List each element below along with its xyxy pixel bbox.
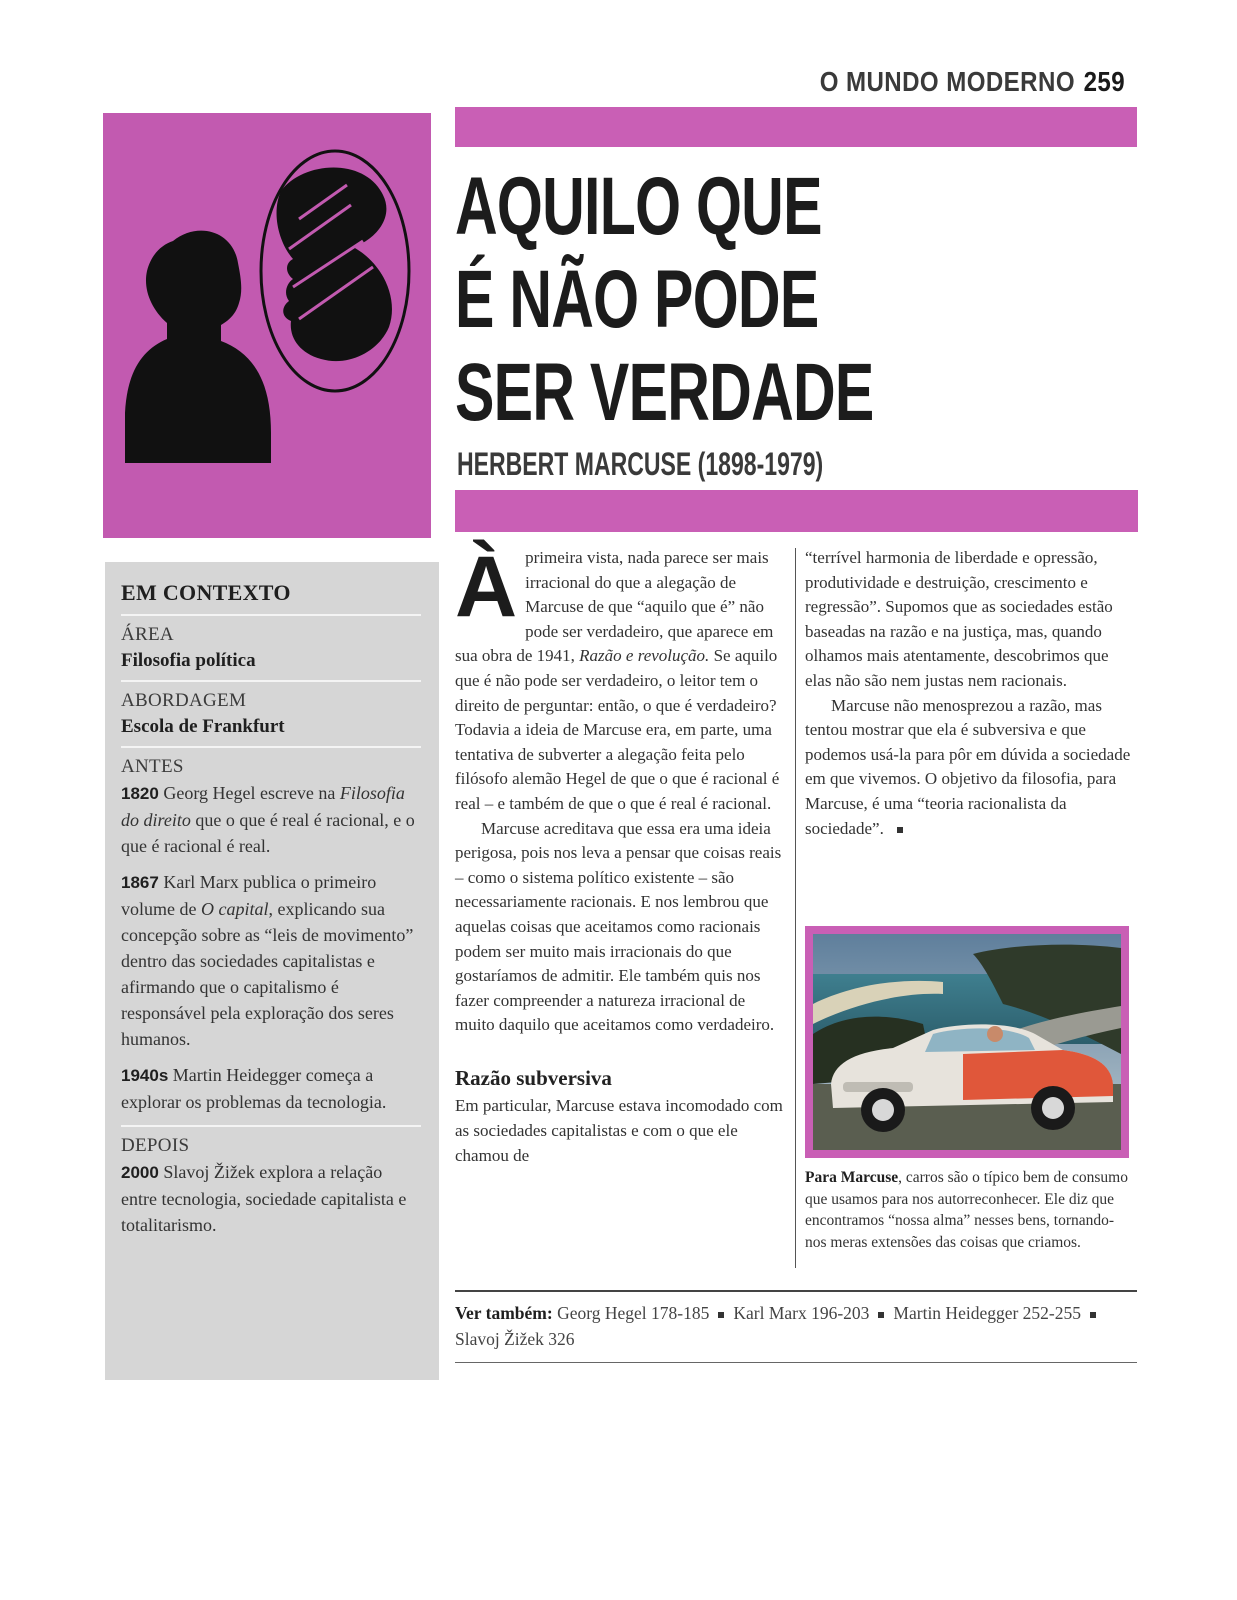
caption-lead: Para Marcuse [805,1169,899,1186]
author-byline: HERBERT MARCUSE (1898-1979) [457,446,824,482]
timeline-entry [121,1062,421,1115]
entry-text: Slavoj Žižek explora a relação entre tecnologia, sociedade capitalista e totalitarismo. [121,1162,407,1235]
separator-icon [718,1312,724,1318]
body-column-1 [455,539,785,1168]
headline-line-2: É NÃO PODE [455,254,819,345]
paragraph [455,539,785,817]
entry-text: Martin Heidegger começa a explorar os problemas da tecnologia. [121,1065,387,1112]
book-title: Razão e revolução. [579,646,710,666]
drop-cap: À [455,539,518,635]
paragraph: Em particular, Marcuse estava incomodado com as sociedades capitalistas e com o que ele chamou de [455,1096,783,1165]
approach-label: ABORDAGEM [121,690,247,711]
divider [121,1125,421,1127]
area-value: Filosofia política [121,650,256,671]
entry-title: O capital [200,899,269,919]
divider [121,680,421,682]
paragraph [805,694,1135,842]
person-thought-icon [103,113,431,538]
approach-value: Escola de Frankfurt [121,716,285,737]
after-label: DEPOIS [121,1135,190,1156]
see-also-ref: Slavoj Žižek 326 [455,1329,575,1349]
paragraph: Marcuse acreditava que essa era uma ideia perigosa, pois nos leva a pensar que coisas reais – como o sistema político existente – são necessariamente racionais. E nos lembrou que aquelas coisas que aceitamos como racionais podem ser muito mais irracionais do que gostaríamos de admitir. Ele também quis nos fazer compreender a natureza irracional de muito daquilo que aceitamos como verdadeiro. [455,818,782,1035]
paragraph: “terrível harmonia de liberdade e opressão, produtividade e destruição, crescimento e regressão”. Supomos que as sociedades estão baseadas na razão e na justiça, mas, quando olhamos mais atentamente, descobrimos que elas não são nem justas nem racionais. [805,548,1113,690]
see-also-ref: Karl Marx 196-203 [733,1303,870,1323]
column-divider [795,548,796,1268]
separator-icon [1090,1312,1096,1318]
body-column-2 [805,546,1135,841]
entry-text: , explicando sua concepção sobre as “leis de movimento” dentro das sociedades capitalistas e afirmando que o capitalismo é responsável pela exploração dos seres humanos. [121,899,414,1049]
entry-year: 1940s [121,1066,169,1085]
page-title [455,161,1135,445]
paragraph-text: primeira vista, nada parece ser mais irracional do que a alegação de Marcuse de que “aquilo que é” não pode ser verdadeiro, que aparece em sua obra de 1941, [455,548,774,666]
entry-year: 2000 [121,1163,159,1182]
accent-bar-bottom [455,490,1138,532]
entry-year: 1867 [121,873,159,892]
divider [455,1362,1137,1363]
running-head [820,66,1125,98]
entry-year: 1820 [121,784,159,803]
entry-title: Filosofia do direito [121,783,405,830]
see-also-ref: Martin Heidegger 252-255 [893,1303,1082,1323]
before-label: ANTES [121,756,184,777]
image-caption [805,1167,1135,1253]
see-also-label: Ver também: [455,1303,553,1323]
section-title: O MUNDO MODERNO [819,66,1075,97]
page-number: 259 [1083,66,1125,97]
timeline-entry [121,780,421,859]
area-label: ÁREA [121,624,174,645]
accent-bar-top [455,107,1137,147]
divider [455,1290,1137,1292]
entry-text: que o que é real é racional, e o que é racional é real. [121,810,415,856]
illustration-thinking-head [103,113,431,538]
timeline-entry [121,1159,421,1238]
end-mark-icon [897,827,903,833]
see-also [455,1300,1137,1352]
see-also-ref: Georg Hegel 178-185 [557,1303,710,1323]
paragraph-text: Marcuse não menosprezou a razão, mas tentou mostrar que ela é subversiva e que podemos usá-la para pôr em dúvida a sociedade em que vivemos. O objetivo da filosofia, para Marcuse, é uma “teoria racionalista da sociedade”. [805,695,1131,838]
headline-line-3: SER VERDADE [455,347,874,438]
context-sidebar [105,562,439,1380]
caption-text: , carros são o típico bem de consumo que usamos para nos autorreconhecer. Ele diz que encontramos “nossa alma” nesses bens, tornando-nos meras extensões das coisas que criamos. [805,1169,1128,1251]
divider [121,746,421,748]
timeline-entry [121,869,421,1052]
separator-icon [878,1312,884,1318]
paragraph-text: Se aquilo que é não pode ser verdadeiro, o leitor tem o direito de perguntar: então, o que é verdadeiro? Todavia a ideia de Marcuse era, em parte, uma tentativa de subverter a alegação feita pelo filósofo alemão Hegel de que o que é racional é real – e também de que o que é real é racional. [455,646,780,813]
headline-line-1: AQUILO QUE [455,161,822,252]
context-title: EM CONTEXTO [121,580,291,605]
entry-text: Georg Hegel escreve na [158,783,340,803]
entry-text: Karl Marx publica o primeiro volume de [121,872,377,919]
vintage-car-icon [813,934,1121,1150]
car-illustration [805,926,1129,1158]
section-heading: Razão subversiva [455,1065,612,1090]
divider [121,614,421,616]
